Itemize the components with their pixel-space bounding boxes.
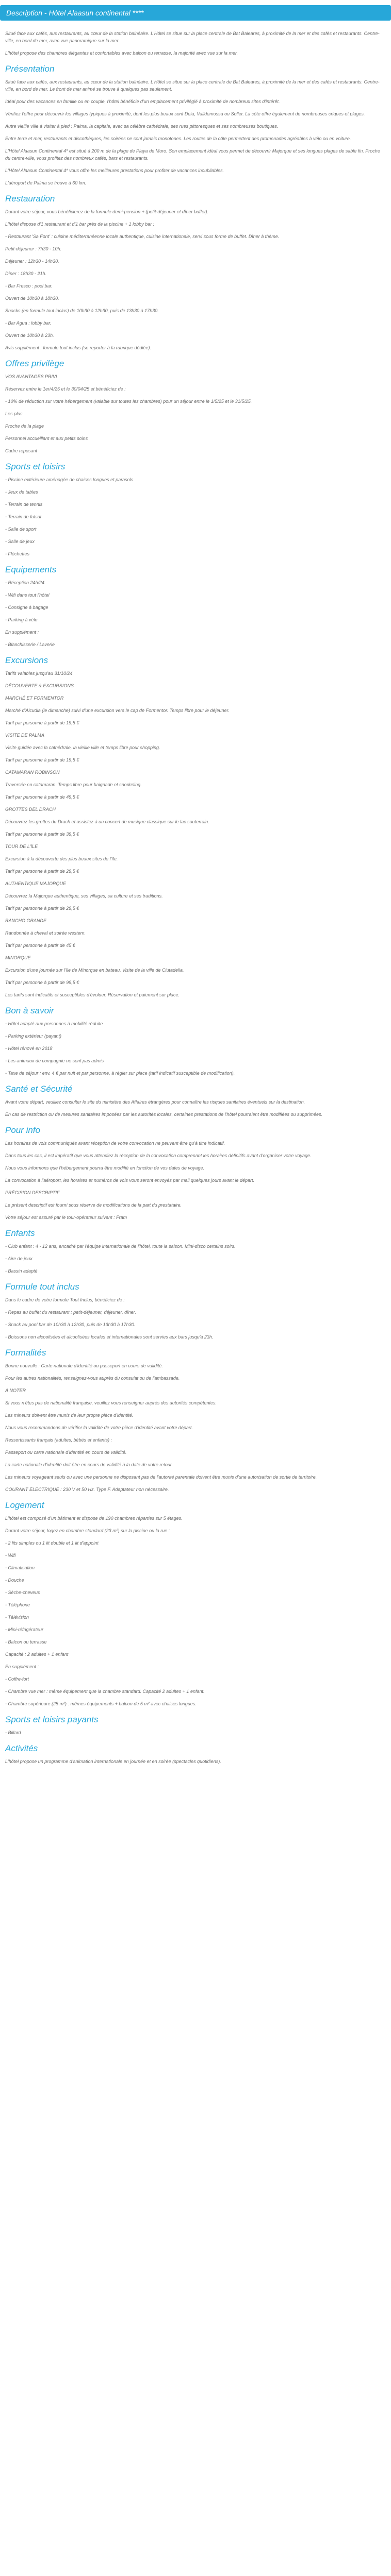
section-paragraph: - Salle de jeux: [5, 539, 35, 544]
section-paragraph: À NOTER: [5, 1388, 26, 1393]
section-paragraph: En supplément :: [5, 630, 39, 635]
section-paragraph: - Parking extérieur (payant): [5, 1033, 62, 1039]
section-paragraph: Ouvert de 10h30 à 23h.: [5, 333, 54, 338]
section-heading: Présentation: [5, 64, 55, 74]
section-7: [0, 1006, 391, 1077]
section-paragraph: - 10% de réduction sur votre hébergement (valable sur toutes les chambres) pour un séjour entre le 1/5/25 et le 31/5/25.: [5, 399, 252, 404]
section-paragraph: - Chambre vue mer : même équipement que la chambre standard. Capacité 2 adultes + 1 enfant.: [5, 1689, 205, 1694]
section-12: [0, 1348, 391, 1493]
section-13: [0, 1500, 391, 1707]
section-15: [0, 1743, 391, 1765]
section-paragraph: - Bar Agua : lobby bar.: [5, 320, 52, 326]
section-paragraph: Capacité : 2 adultes + 1 enfant: [5, 1652, 69, 1657]
section-paragraph: - Wifi dans tout l'hôtel: [5, 592, 50, 598]
section-heading: Formule tout inclus: [5, 1282, 79, 1292]
section-paragraph: Tarif par personne à partir de 29,5 €: [5, 869, 79, 874]
section-paragraph: Situé face aux cafés, aux restaurants, au cœur de la station balnéaire. L'Hôtel se situe sur la place centrale de Bat Baleares, à proximité de la mer et des cafés et restaurants. Centre-ville, en bord de mer, avec vue panoramique sur la mer.: [5, 31, 380, 43]
section-paragraph: - Hôtel rénové en 2018: [5, 1046, 53, 1051]
section-6: [0, 655, 391, 998]
section-heading: Bon à savoir: [5, 1006, 54, 1015]
section-paragraph: L'hôtel est composé d'un bâtiment et dispose de 190 chambres réparties sur 5 étages.: [5, 1516, 183, 1521]
section-paragraph: Personnel accueillant et aux petits soins: [5, 436, 88, 441]
section-paragraph: Idéal pour des vacances en famille ou en couple, l'hôtel bénéficie d'un emplacement privilégié à proximité de nombreux sites d'intérêt.: [5, 99, 280, 104]
section-paragraph: En supplément :: [5, 1664, 39, 1669]
section-paragraph: Visite guidée avec la cathédrale, la vieille ville et temps libre pour shopping.: [5, 745, 160, 750]
section-11: [0, 1282, 391, 1341]
section-paragraph: Avant votre départ, veuillez consulter le site du ministère des Affaires étrangères pour connaître les risques sanitaires éventuels sur la destination.: [5, 1099, 305, 1105]
section-paragraph: - Sèche-cheveux: [5, 1590, 40, 1595]
section-paragraph: - Fléchettes: [5, 551, 30, 556]
section-paragraph: - Wifi: [5, 1553, 16, 1558]
section-paragraph: Tarif par personne à partir de 19,5 €: [5, 720, 79, 725]
section-paragraph: - Téléphone: [5, 1602, 30, 1607]
section-paragraph: CATAMARAN ROBINSON: [5, 770, 60, 775]
section-paragraph: Autre vieille ville à visiter à pied : Palma, la capitale, avec sa célèbre cathédrale, ses rues pittoresques et ses nombreuses boutiques.: [5, 124, 279, 129]
content: [0, 30, 391, 1765]
section-4: [0, 462, 391, 557]
section-paragraph: Découvrez les grottes du Drach et assistez à un concert de musique classique sur le lac souterrain.: [5, 819, 209, 824]
section-paragraph: Dans tous les cas, il est impératif que vous attendiez la réception de la convocation comprenant les horaires définitifs avant d'organiser votre voyage.: [5, 1153, 312, 1158]
section-paragraph: Cadre reposant: [5, 448, 38, 453]
section-paragraph: - Club enfant : 4 - 12 ans, encadré par l'équipe internationale de l'hôtel, toute la saison. Mini-disco certains soirs.: [5, 1244, 236, 1249]
section-paragraph: TOUR DE L'ÎLE: [5, 844, 38, 849]
section-heading: Restauration: [5, 194, 55, 204]
section-heading: Equipements: [5, 565, 57, 574]
section-paragraph: Randonnée à cheval et soirée western.: [5, 930, 86, 936]
section-heading: Logement: [5, 1500, 44, 1510]
section-paragraph: Pour les autres nationalités, renseignez-vous auprès du consulat ou de l'ambassade.: [5, 1376, 180, 1381]
section-paragraph: Déjeuner : 12h30 - 14h30.: [5, 259, 59, 264]
section-paragraph: - Taxe de séjour : env. 4 € par nuit et par personne, à régler sur place (tarif indicatif susceptible de modification).: [5, 1071, 235, 1076]
section-paragraph: La convocation à l'aéroport, les horaires et numéros de vols vous seront envoyés par mail quelques jours avant le départ.: [5, 1178, 254, 1183]
section-paragraph: - Aire de jeux: [5, 1256, 32, 1261]
section-paragraph: - Jeux de tables: [5, 489, 38, 495]
section-paragraph: En cas de restriction ou de mesures sanitaires imposées par les autorités locales, certaines prestations de l'hôtel pourraient être modifiées ou supprimées.: [5, 1112, 323, 1117]
section-paragraph: Snacks (en formule tout inclus) de 10h30 à 12h30, puis de 13h30 à 17h30.: [5, 308, 159, 313]
section-paragraph: La carte nationale d'identité doit être en cours de validité à la date de votre retour.: [5, 1462, 173, 1467]
section-paragraph: Traversée en catamaran. Temps libre pour baignade et snorkeling.: [5, 782, 142, 787]
section-paragraph: - Snack au pool bar de 10h30 à 12h30, puis de 13h30 à 17h30.: [5, 1322, 136, 1327]
section-paragraph: - Salle de sport: [5, 527, 37, 532]
section-paragraph: - Piscine extérieure aménagée de chaises longues et parasols: [5, 477, 134, 482]
section-paragraph: - Restaurant 'Sa Font' : cuisine méditerranéenne locale authentique, cuisine internationale, servi sous forme de buffet. Dîner à thème.: [5, 234, 280, 239]
section-paragraph: Votre séjour est assuré par le tour-opérateur suivant : Fram: [5, 1215, 127, 1220]
section-paragraph: PRÉCISION DESCRIPTIF: [5, 1190, 60, 1195]
section-paragraph: - Repas au buffet du restaurant : petit-déjeuner, déjeuner, dîner.: [5, 1310, 136, 1315]
section-paragraph: - Réception 24h/24: [5, 580, 45, 585]
section-paragraph: Tarif par personne à partir de 39,5 €: [5, 832, 79, 837]
section-paragraph: Nous vous recommandons de vérifier la validité de votre pièce d'identité avant votre départ.: [5, 1425, 193, 1430]
section-paragraph: Passeport ou carte nationale d'identité en cours de validité.: [5, 1450, 127, 1455]
section-8: [0, 1084, 391, 1118]
section-paragraph: - Consigne à bagage: [5, 605, 48, 610]
section-heading: Excursions: [5, 655, 48, 665]
section-1: [0, 64, 391, 187]
section-paragraph: VOS AVANTAGES PRIVI: [5, 374, 57, 379]
section-paragraph: - 2 lits simples ou 1 lit double et 1 lit d'appoint: [5, 1540, 99, 1546]
section-paragraph: - Télévision: [5, 1615, 29, 1620]
section-paragraph: Situé face aux cafés, aux restaurants, au cœur de la station balnéaire. L'Hôtel se situe sur la place centrale de Bat Baleares, à proximité de la mer et des cafés et restaurants. Centre-ville, en bord de mer. Le front de mer animé se trouve à quelques pas seulement.: [5, 79, 380, 92]
section-paragraph: - Terrain de futsal: [5, 514, 41, 519]
section-paragraph: Nous vous informons que l'hébergement pourra être modifié en fonction de vos dates de voyage.: [5, 1165, 204, 1171]
section-paragraph: Dans le cadre de votre formule Tout Inclus, bénéficiez de :: [5, 1297, 125, 1302]
section-paragraph: RANCHO GRANDE: [5, 918, 47, 923]
section-paragraph: Durant votre séjour, vous bénéficierez de la formule demi-pension + (petit-déjeuner et dîner buffet).: [5, 209, 208, 214]
section-heading: Activités: [5, 1743, 38, 1753]
section-paragraph: - Parking à vélo: [5, 617, 38, 622]
section-paragraph: - Coffre-fort: [5, 1676, 29, 1682]
section-paragraph: Tarif par personne à partir de 19,5 €: [5, 757, 79, 762]
section-paragraph: - Chambre supérieure (25 m²) : mêmes équipements + balcon de 5 m² avec chaises longues.: [5, 1701, 197, 1706]
section-paragraph: Bonne nouvelle : Carte nationale d'identité ou passeport en cours de validité.: [5, 1363, 163, 1368]
section-paragraph: - Balcon ou terrasse: [5, 1639, 47, 1645]
section-paragraph: Tarif par personne à partir de 49,5 €: [5, 794, 79, 800]
section-paragraph: - Mini-réfrigérateur: [5, 1627, 44, 1632]
section-10: [0, 1228, 391, 1275]
section-heading: Offres privilège: [5, 359, 64, 368]
section-paragraph: Si vous n'êtes pas de nationalité française, veuillez vous renseigner auprès des autorités compétentes.: [5, 1400, 217, 1405]
section-5: [0, 565, 391, 648]
section-paragraph: Proche de la plage: [5, 423, 44, 429]
section-paragraph: - Douche: [5, 1578, 24, 1583]
section-9: [0, 1125, 391, 1221]
section-paragraph: Les mineurs voyageant seuls ou avec une personne ne disposant pas de l'autorité parentale doivent être munis d'une autorisation de sortie de territoire.: [5, 1475, 317, 1480]
section-paragraph: Tarif par personne à partir de 45 €: [5, 943, 75, 948]
section-paragraph: - Bar Fresco : pool bar.: [5, 283, 53, 289]
section-paragraph: Tarif par personne à partir de 29,5 €: [5, 906, 79, 911]
section-paragraph: - Climatisation: [5, 1565, 35, 1570]
page: [0, 5, 391, 1781]
section-paragraph: MINORQUE: [5, 955, 31, 960]
section-14: [0, 1715, 391, 1736]
section-paragraph: - Terrain de tennis: [5, 502, 43, 507]
section-3: [0, 359, 391, 454]
section-paragraph: Vérifiez l'offre pour découvrir les villages typiques à proximité, dont les plus beaux sont Deia, Valldemossa ou Soller. La côte offre également de nombreuses criques et plages.: [5, 111, 365, 116]
section-0: [0, 30, 391, 57]
section-paragraph: - Blanchisserie / Laverie: [5, 642, 55, 647]
section-paragraph: Les tarifs sont indicatifs et susceptibles d'évoluer. Réservation et paiement sur place.: [5, 992, 180, 997]
section-paragraph: COURANT ÉLECTRIQUE : 230 V et 50 Hz. Type F. Adaptateur non nécessaire.: [5, 1487, 169, 1492]
section-paragraph: Durant votre séjour, logez en chambre standard (23 m²) sur la piscine ou la rue :: [5, 1528, 170, 1533]
section-paragraph: VISITE DE PALMA: [5, 733, 44, 738]
section-paragraph: Les horaires de vols communiqués avant réception de votre convocation ne peuvent être qu'à titre indicatif.: [5, 1141, 225, 1146]
section-paragraph: Tarifs valables jusqu'au 31/10/24: [5, 671, 73, 676]
section-paragraph: MARCHÉ ET FORMENTOR: [5, 696, 64, 701]
section-paragraph: Les mineurs doivent être munis de leur propre pièce d'identité.: [5, 1413, 134, 1418]
section-heading: Formalités: [5, 1348, 46, 1358]
section-paragraph: L'Hôtel Alaasun Continental 4* est situé à 200 m de la plage de Playa de Muro. Son emplacement idéal vous permet de découvrir Majorque et ses longues plages de sable fin. Proche du centre-ville, vous profitez des nombreux cafés, bars et restaurants.: [5, 148, 380, 161]
section-paragraph: Réservez entre le 1er/4/25 et le 30/04/25 et bénéficiez de :: [5, 386, 126, 392]
page-title: Description - Hôtel Alaasun continental ****: [0, 5, 391, 21]
section-heading: Santé et Sécurité: [5, 1084, 73, 1094]
section-paragraph: Avis supplément : formule tout inclus (se reporter à la rubrique dédiée).: [5, 345, 151, 350]
section-paragraph: - Les animaux de compagnie ne sont pas admis: [5, 1058, 104, 1063]
section-paragraph: L'aéroport de Palma se trouve à 60 km.: [5, 180, 87, 185]
section-paragraph: Découvrez la Majorque authentique, ses villages, sa culture et ses traditions.: [5, 893, 163, 899]
section-paragraph: L'hôtel propose un programme d'animation internationale en journée et en soirée (spectacles quotidiens).: [5, 1759, 221, 1764]
section-paragraph: Petit-déjeuner : 7h30 - 10h.: [5, 246, 62, 251]
section-heading: Sports et loisirs payants: [5, 1715, 99, 1724]
section-paragraph: AUTHENTIQUE MAJORQUE: [5, 881, 67, 886]
section-paragraph: Le présent descriptif est fourni sous réserve de modifications de la part du prestataire.: [5, 1202, 182, 1208]
section-paragraph: L'hôtel dispose d'1 restaurant et d'1 bar près de la piscine + 1 lobby bar :: [5, 222, 155, 227]
section-paragraph: - Hôtel adapté aux personnes à mobilité réduite: [5, 1021, 103, 1026]
section-paragraph: Les plus: [5, 411, 23, 416]
section-paragraph: Excursion d'une journée sur l'île de Minorque en bateau. Visite de la ville de Ciutadella.: [5, 968, 184, 973]
section-paragraph: Dîner : 18h30 - 21h.: [5, 271, 47, 276]
section-paragraph: Ressortissants français (adultes, bébés et enfants) :: [5, 1437, 112, 1443]
section-paragraph: DÉCOUVERTE & EXCURSIONS: [5, 683, 74, 688]
section-paragraph: GROTTES DEL DRACH: [5, 807, 56, 812]
section-paragraph: - Boissons non alcoolisées et alcoolisées locales et internationales sont servies aux bars jusqu'à 23h.: [5, 1334, 214, 1340]
section-paragraph: - Bassin adapté: [5, 1268, 38, 1274]
section-paragraph: Excursion à la découverte des plus beaux sites de l'île.: [5, 856, 118, 861]
section-paragraph: Marché d'Alcudia (le dimanche) suivi d'une excursion vers le cap de Formentor. Temps libre pour le déjeuner.: [5, 708, 230, 713]
section-paragraph: Entre terre et mer, restaurants et discothèques, les soirées ne sont jamais monotones. Les routes de la côte permettent des promenades agréables à vélo ou en voiture.: [5, 136, 351, 141]
section-heading: Sports et loisirs: [5, 462, 66, 471]
section-paragraph: - Billard: [5, 1730, 21, 1735]
section-paragraph: Ouvert de 10h30 à 18h30.: [5, 296, 59, 301]
section-paragraph: Tarif par personne à partir de 99,5 €: [5, 980, 79, 985]
section-heading: Pour info: [5, 1125, 41, 1135]
section-heading: Enfants: [5, 1228, 35, 1238]
section-2: [0, 194, 391, 351]
section-paragraph: L'hôtel propose des chambres élégantes et confortables avec balcon ou terrasse, la majorité avec vue sur la mer.: [5, 50, 238, 56]
section-paragraph: L'Hôtel Alaasun Continental 4* vous offre les meilleures prestations pour profiter de vacances inoubliables.: [5, 168, 224, 173]
